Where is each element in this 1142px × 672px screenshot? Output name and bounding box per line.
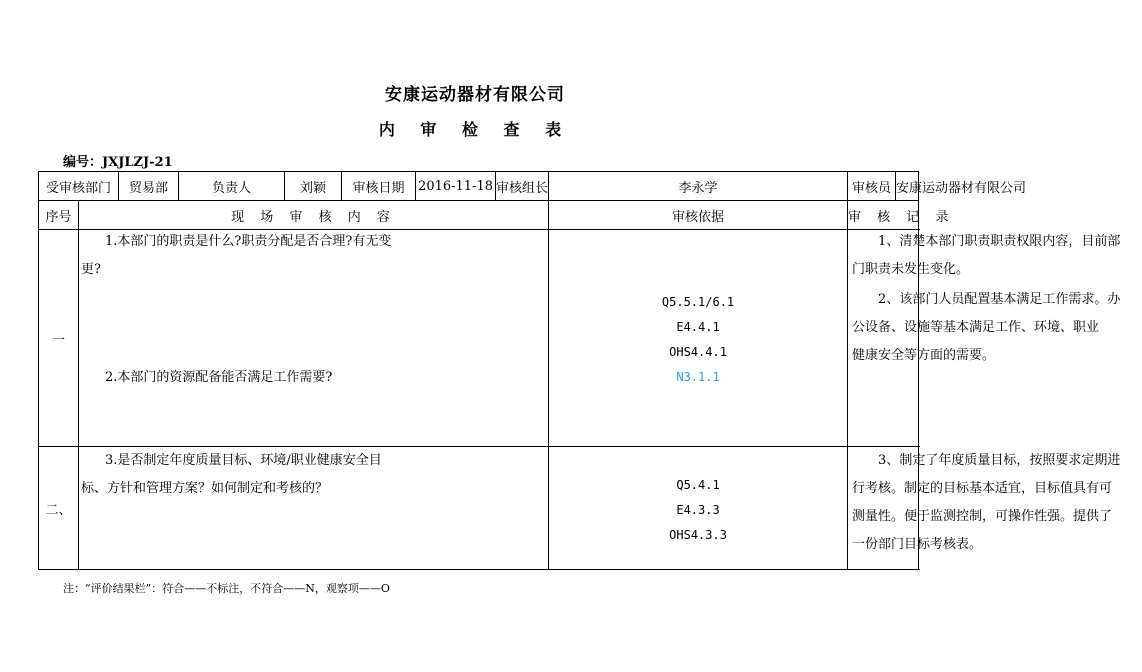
question-3-line-1: 3.是否制定年度质量目标、环境/职业健康安全目: [105, 453, 382, 468]
basis-item: E4.4.1: [676, 320, 720, 334]
question-2: 2.本部门的资源配备能否满足工作需要?: [105, 370, 333, 385]
record-2-line-3: 健康安全等方面的需要。: [852, 348, 996, 363]
record-3-line-3: 测量性。便于监测控制，可操作性强。提供了: [852, 509, 1113, 524]
question-1-line-1: 1.本部门的职责是什么?职责分配是否合理?有无变: [105, 234, 392, 249]
record-1-line-2: 门职责未发生变化。: [852, 262, 970, 277]
footnote: 注：“评价结果栏”：符合——不标注，不符合——N，观察项——O: [63, 582, 390, 595]
date-label: 审核日期: [342, 172, 416, 201]
audit-content-cell: [79, 447, 549, 570]
table-row: [39, 230, 919, 447]
record-2-line-1: 2、该部门人员配置基本满足工作需求。办: [878, 292, 1121, 307]
basis-item: N3.1.1: [676, 370, 720, 384]
question-3-line-2: 标、方针和管理方案？如何制定和考核的？: [81, 481, 329, 496]
company-title: 安康运动器材有限公司: [385, 85, 565, 105]
info-row: [39, 172, 919, 201]
owner-value: 刘颖: [285, 172, 342, 201]
col-content-header: 现 场 审 核 内 容: [79, 201, 549, 230]
col-record-header: 审 核 记 录: [848, 201, 919, 230]
owner-label: 负责人: [179, 172, 285, 201]
dept-value: 贸易部: [119, 172, 179, 201]
auditor-label: 审核员: [848, 172, 896, 201]
basis-item: Q5.5.1/6.1: [661, 295, 735, 309]
audit-content-cell: [79, 230, 549, 447]
basis-item: OHS4.4.1: [669, 345, 727, 359]
col-seq-header: 序号: [39, 201, 79, 230]
row-seq: 二、: [39, 447, 79, 570]
audit-basis-cell: [549, 447, 848, 570]
record-2-line-2: 公设备、设施等基本满足工作、环境、职业: [852, 320, 1100, 335]
basis-item: E4.3.3: [676, 503, 720, 517]
record-1-line-1: 1、清楚本部门职责职责权限内容，目前部: [878, 234, 1121, 249]
audit-record-cell: [848, 230, 1121, 447]
basis-item: OHS4.3.3: [669, 528, 727, 542]
audit-basis-cell: [549, 230, 848, 447]
basis-item: Q5.4.1: [676, 478, 720, 492]
table-row: [39, 447, 919, 570]
question-1-line-2: 更?: [81, 262, 101, 277]
record-3-line-2: 行考核。制定的目标基本适宜，目标值具有可: [852, 481, 1113, 496]
form-title: 内 审 检 查 表: [378, 120, 572, 139]
document-code: 编号：JXJLZJ-21: [63, 155, 173, 170]
leader-value: 李永学: [549, 172, 848, 201]
dept-label: 受审核部门: [39, 172, 119, 201]
auditor-value: 安康运动器材有限公司: [896, 172, 919, 201]
record-3-line-1: 3、制定了年度质量目标，按照要求定期进: [878, 453, 1121, 468]
column-header-row: [39, 201, 919, 230]
audit-record-cell: [848, 447, 1121, 570]
col-basis-header: 审核依据: [549, 201, 848, 230]
leader-label: 审核组长: [496, 172, 549, 201]
audit-checklist-table: [38, 171, 1121, 570]
record-3-line-4: 一份部门目标考核表。: [852, 537, 983, 552]
date-value: 2016-11-18: [416, 172, 496, 201]
row-seq: 一: [39, 230, 79, 447]
